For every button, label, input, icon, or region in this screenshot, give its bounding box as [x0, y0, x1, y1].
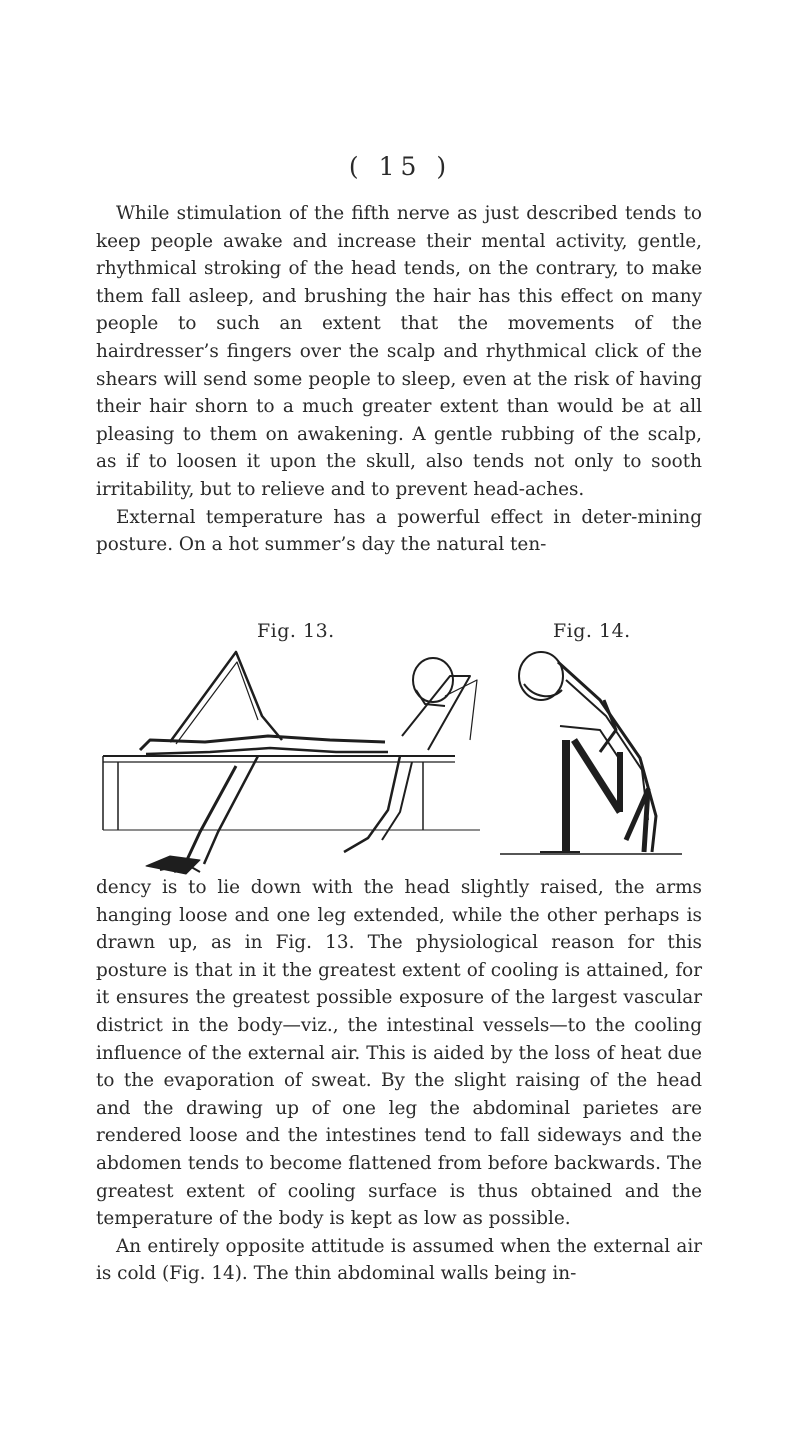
bottom-text-block: [96, 874, 702, 1288]
paragraph-stimulation: While stimulation of the fifth nerve as just described tends to keep people awake and increase their mental activity, gentle, rhythmical stroking of the head tends, on the contrary, to make them fall asleep, and brushing the hair has this effect on many people to such an extent that the movements of the hairdresser’s fingers over the scalp and rhythmical click of the shears will send some people to sleep, even at the risk of having their hair shorn to a much greater extent than would be at all pleasing to them on awakening. A gentle rubbing of the scalp, as if to loosen it upon the skull, also tends not only to sooth irritability, but to relieve and to prevent head-aches.: [96, 203, 702, 500]
figure-14-drawing: [500, 652, 682, 854]
top-text-block: [96, 200, 702, 559]
figure-13-caption: Fig. 13.: [257, 620, 335, 642]
figures-illustration: [0, 640, 801, 880]
figure-14-caption: Fig. 14.: [553, 620, 631, 642]
figure-13-drawing: [103, 652, 480, 874]
paragraph-temperature: External temperature has a powerful effect in deter-mining posture. On a hot summer’s day the natural ten-: [96, 506, 702, 556]
page-number: ( 15 ): [348, 152, 453, 181]
paragraph-cold-attitude: An entirely opposite attitude is assumed when the external air is cold (Fig. 14). The thin abdominal walls being in-: [96, 1235, 702, 1285]
paragraph-cooling-posture: dency is to lie down with the head slightly raised, the arms hanging loose and one leg extended, while the other perhaps is drawn up, as in Fig. 13. The physiological reason for this posture is that in it the greatest extent of cooling is attained, for it ensures the greatest possible exposure of the largest vascular district in the body—viz., the intestinal vessels—to the cooling influence of the external air. This is aided by the loss of heat due to the evaporation of sweat. By the slight raising of the head and the drawing up of one leg the abdominal parietes are rendered loose and the intestines tend to fall sideways and the abdomen tends to become flattened from before backwards. The greatest extent of cooling surface is thus obtained and the temperature of the body is kept as low as possible.: [96, 877, 702, 1230]
